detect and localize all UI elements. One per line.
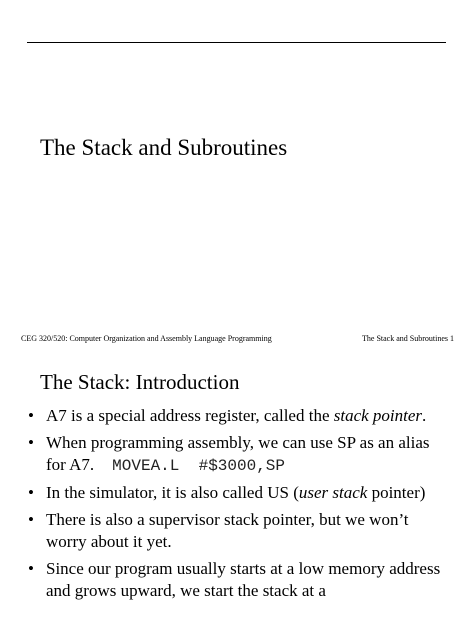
bullet-item (0, 432, 474, 477)
bullet-item (0, 558, 474, 602)
bullet-emphasis: stack pointer (333, 406, 423, 425)
bullet-text: There is also a supervisor stack pointer, but we won’t worry about it yet. (46, 510, 409, 551)
slide-title: The Stack: Introduction (40, 370, 240, 394)
bullet-marker: • (28, 483, 34, 502)
bullet-marker: • (28, 559, 34, 578)
bullet-marker: • (28, 406, 34, 425)
bullet-text: A7 is a special address register, called the (46, 406, 334, 425)
bullet-item (0, 482, 474, 504)
bullet-text: When programming assembly, we can use SP as an alias for A7. (46, 433, 430, 474)
bullet-text: . (422, 406, 427, 425)
bullet-text: pointer) (367, 483, 426, 502)
top-rule (27, 42, 446, 43)
bullet-item (0, 509, 474, 553)
footer-course: CEG 320/520: Computer Organization and Assembly Language Programming (21, 334, 272, 343)
bullet-list (0, 405, 474, 607)
footer-page-label: The Stack and Subroutines 1 (362, 334, 454, 343)
bullet-emphasis: user stack (298, 483, 368, 502)
bullet-text: In the simulator, it is also called US ( (46, 483, 299, 502)
bullet-marker: • (28, 433, 34, 452)
slide-title: The Stack and Subroutines (40, 135, 288, 160)
bullet-text: Since our program usually starts at a low memory address and grows upward, we start the stack at a (46, 559, 441, 600)
bullet-marker: • (28, 510, 34, 529)
code-snippet: MOVEA.L #$3000,SP (112, 457, 285, 475)
bullet-item (0, 405, 474, 427)
